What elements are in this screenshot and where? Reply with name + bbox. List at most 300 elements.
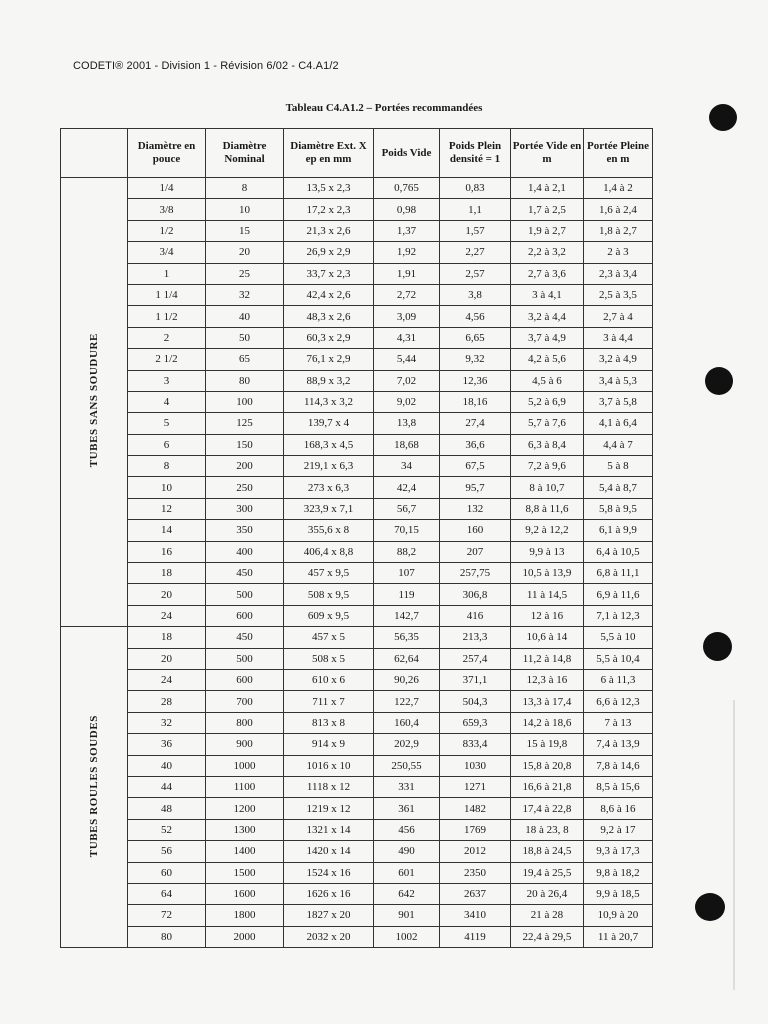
table-cell: 4,31 <box>374 327 440 348</box>
table-cell: 8 à 10,7 <box>511 477 584 498</box>
table-cell: 3,2 à 4,4 <box>511 306 584 327</box>
table-row <box>61 755 653 776</box>
table-cell: 642 <box>374 883 440 904</box>
table-row <box>61 284 653 305</box>
table-cell: 12,3 à 16 <box>511 669 584 690</box>
table-cell: 1,37 <box>374 220 440 241</box>
table-cell: 350 <box>206 520 284 541</box>
table-body <box>61 178 653 948</box>
table-cell: 600 <box>206 669 284 690</box>
table-cell: 1500 <box>206 862 284 883</box>
table-cell: 813 x 8 <box>284 712 374 733</box>
table-cell: 62,64 <box>374 648 440 669</box>
table-cell: 1827 x 20 <box>284 905 374 926</box>
table-cell: 40 <box>128 755 206 776</box>
table-cell: 1219 x 12 <box>284 798 374 819</box>
table-cell: 3410 <box>440 905 511 926</box>
table-cell: 10,6 à 14 <box>511 627 584 648</box>
table-row <box>61 520 653 541</box>
table-cell: 80 <box>206 370 284 391</box>
table-cell: 1524 x 16 <box>284 862 374 883</box>
table-cell: 10 <box>128 477 206 498</box>
table-cell: 0,765 <box>374 178 440 199</box>
table-cell: 1/4 <box>128 178 206 199</box>
table-row <box>61 563 653 584</box>
table-cell: 9,2 à 17 <box>584 819 653 840</box>
table-cell: 50 <box>206 327 284 348</box>
table-cell: 36 <box>128 734 206 755</box>
table-cell: 114,3 x 3,2 <box>284 391 374 412</box>
table-row <box>61 819 653 840</box>
table-cell: 371,1 <box>440 669 511 690</box>
table-cell: 6,4 à 10,5 <box>584 541 653 562</box>
table-cell: 21,3 x 2,6 <box>284 220 374 241</box>
table-cell: 2032 x 20 <box>284 926 374 947</box>
table-row <box>61 926 653 947</box>
table-cell: 250 <box>206 477 284 498</box>
table-cell: 88,2 <box>374 541 440 562</box>
table-cell: 9,32 <box>440 349 511 370</box>
table-row <box>61 841 653 862</box>
table-cell: 400 <box>206 541 284 562</box>
table-row <box>61 413 653 434</box>
table-cell: 2350 <box>440 862 511 883</box>
table-cell: 1321 x 14 <box>284 819 374 840</box>
table-cell: 119 <box>374 584 440 605</box>
table-cell: 914 x 9 <box>284 734 374 755</box>
table-cell: 6,9 à 11,6 <box>584 584 653 605</box>
group-label-cell <box>61 178 128 627</box>
col-header: Diamètre Ext. X ep en mm <box>284 129 374 178</box>
table-row <box>61 370 653 391</box>
table-cell: 3 <box>128 370 206 391</box>
table-cell: 9,3 à 17,3 <box>584 841 653 862</box>
table-title: Tableau C4.A1.2 – Portées recommandées <box>285 102 483 114</box>
table-cell: 6,1 à 9,9 <box>584 520 653 541</box>
table-cell: 323,9 x 7,1 <box>284 498 374 519</box>
table-cell: 17,2 x 2,3 <box>284 199 374 220</box>
table-cell: 28 <box>128 691 206 712</box>
col-header: Portée Vide en m <box>511 129 584 178</box>
table-cell: 4,5 à 6 <box>511 370 584 391</box>
header-row <box>61 129 653 178</box>
table-cell: 5,5 à 10 <box>584 627 653 648</box>
table-cell: 416 <box>440 605 511 626</box>
table-row <box>61 648 653 669</box>
table-cell: 132 <box>440 498 511 519</box>
table-cell: 13,8 <box>374 413 440 434</box>
table-cell: 11 à 20,7 <box>584 926 653 947</box>
table-cell: 257,75 <box>440 563 511 584</box>
table-cell: 90,26 <box>374 669 440 690</box>
table-cell: 125 <box>206 413 284 434</box>
table-cell: 12 à 16 <box>511 605 584 626</box>
table-cell: 8 <box>128 456 206 477</box>
table-cell: 8,5 à 15,6 <box>584 776 653 797</box>
table-cell: 21 à 28 <box>511 905 584 926</box>
table-cell: 9,9 à 18,5 <box>584 883 653 904</box>
table-cell: 1,4 à 2 <box>584 178 653 199</box>
table-cell: 67,5 <box>440 456 511 477</box>
table-cell: 1000 <box>206 755 284 776</box>
table-cell: 4,1 à 6,4 <box>584 413 653 434</box>
table-cell: 450 <box>206 563 284 584</box>
table-cell: 9,9 à 13 <box>511 541 584 562</box>
table-cell: 95,7 <box>440 477 511 498</box>
table-row <box>61 883 653 904</box>
table-cell: 42,4 <box>374 477 440 498</box>
table-cell: 1400 <box>206 841 284 862</box>
table-cell: 7 à 13 <box>584 712 653 733</box>
table-cell: 18 <box>128 563 206 584</box>
table-cell: 1800 <box>206 905 284 926</box>
table-cell: 3,7 à 4,9 <box>511 327 584 348</box>
table-cell: 901 <box>374 905 440 926</box>
table-cell: 3,2 à 4,9 <box>584 349 653 370</box>
table-cell: 42,4 x 2,6 <box>284 284 374 305</box>
punch-hole <box>705 367 733 395</box>
table-cell: 15 à 19,8 <box>511 734 584 755</box>
table-cell: 10 <box>206 199 284 220</box>
table-cell: 2,72 <box>374 284 440 305</box>
table-cell: 1,1 <box>440 199 511 220</box>
table-cell: 200 <box>206 456 284 477</box>
table-cell: 20 <box>128 584 206 605</box>
table-row <box>61 691 653 712</box>
table-cell: 142,7 <box>374 605 440 626</box>
table-cell: 3 à 4,4 <box>584 327 653 348</box>
table-row <box>61 498 653 519</box>
table-cell: 3,8 <box>440 284 511 305</box>
table-row <box>61 734 653 755</box>
table-cell: 9,8 à 18,2 <box>584 862 653 883</box>
table-cell: 1030 <box>440 755 511 776</box>
table-cell: 15 <box>206 220 284 241</box>
table-cell: 9,2 à 12,2 <box>511 520 584 541</box>
table-cell: 16 <box>128 541 206 562</box>
table-cell: 508 x 9,5 <box>284 584 374 605</box>
table-cell: 5 <box>128 413 206 434</box>
table-cell: 12 <box>128 498 206 519</box>
table-cell: 8,8 à 11,6 <box>511 498 584 519</box>
table-cell: 1,6 à 2,4 <box>584 199 653 220</box>
col-header: Diamètre Nominal <box>206 129 284 178</box>
table-cell: 600 <box>206 605 284 626</box>
table-cell: 44 <box>128 776 206 797</box>
table-row <box>61 242 653 263</box>
col-header: Poids Vide <box>374 129 440 178</box>
table-cell: 2,2 à 3,2 <box>511 242 584 263</box>
table-cell: 48 <box>128 798 206 819</box>
table-cell: 1 1/4 <box>128 284 206 305</box>
table-cell: 76,1 x 2,9 <box>284 349 374 370</box>
table-cell: 500 <box>206 648 284 669</box>
table-cell: 457 x 9,5 <box>284 563 374 584</box>
table-cell: 5,4 à 8,7 <box>584 477 653 498</box>
table-cell: 13,3 à 17,4 <box>511 691 584 712</box>
table-cell: 88,9 x 3,2 <box>284 370 374 391</box>
group-label-cell <box>61 627 128 948</box>
table-cell: 4 <box>128 391 206 412</box>
table-cell: 56,35 <box>374 627 440 648</box>
table-cell: 700 <box>206 691 284 712</box>
table-cell: 3,4 à 5,3 <box>584 370 653 391</box>
table-cell: 139,7 x 4 <box>284 413 374 434</box>
table-cell: 160 <box>440 520 511 541</box>
table-row <box>61 349 653 370</box>
table-cell: 5,2 à 6,9 <box>511 391 584 412</box>
table-cell: 1300 <box>206 819 284 840</box>
table-cell: 0,83 <box>440 178 511 199</box>
table-cell: 56,7 <box>374 498 440 519</box>
table-cell: 1/2 <box>128 220 206 241</box>
table-cell: 80 <box>128 926 206 947</box>
group-header-blank <box>61 129 128 178</box>
table-cell: 1,91 <box>374 263 440 284</box>
table-cell: 300 <box>206 498 284 519</box>
table-cell: 24 <box>128 669 206 690</box>
table-cell: 33,7 x 2,3 <box>284 263 374 284</box>
punch-hole <box>695 893 725 921</box>
table-cell: 64 <box>128 883 206 904</box>
table-cell: 659,3 <box>440 712 511 733</box>
table-row <box>61 905 653 926</box>
table-cell: 160,4 <box>374 712 440 733</box>
table-cell: 900 <box>206 734 284 755</box>
table-cell: 5,44 <box>374 349 440 370</box>
table-row <box>61 220 653 241</box>
table-row <box>61 605 653 626</box>
table-cell: 2,7 à 4 <box>584 306 653 327</box>
table-cell: 1,57 <box>440 220 511 241</box>
table-cell: 601 <box>374 862 440 883</box>
table-cell: 213,3 <box>440 627 511 648</box>
col-header: Diamètre en pouce <box>128 129 206 178</box>
table-cell: 10,5 à 13,9 <box>511 563 584 584</box>
table-cell: 11,2 à 14,8 <box>511 648 584 669</box>
table-cell: 1,8 à 2,7 <box>584 220 653 241</box>
table-cell: 1,92 <box>374 242 440 263</box>
table-cell: 6 <box>128 434 206 455</box>
table-cell: 4,4 à 7 <box>584 434 653 455</box>
table-cell: 800 <box>206 712 284 733</box>
table-cell: 1271 <box>440 776 511 797</box>
table-cell: 2,57 <box>440 263 511 284</box>
table-cell: 610 x 6 <box>284 669 374 690</box>
table-cell: 6 à 11,3 <box>584 669 653 690</box>
table-cell: 18,8 à 24,5 <box>511 841 584 862</box>
table-cell: 1482 <box>440 798 511 819</box>
table-cell: 2,3 à 3,4 <box>584 263 653 284</box>
table-cell: 9,02 <box>374 391 440 412</box>
table-cell: 4,56 <box>440 306 511 327</box>
table-cell: 20 <box>206 242 284 263</box>
table-row <box>61 456 653 477</box>
punch-hole <box>703 632 732 661</box>
table-cell: 6,3 à 8,4 <box>511 434 584 455</box>
table-cell: 6,6 à 12,3 <box>584 691 653 712</box>
punch-hole <box>709 104 737 131</box>
table-cell: 52 <box>128 819 206 840</box>
table-cell: 24 <box>128 605 206 626</box>
table-cell: 3 à 4,1 <box>511 284 584 305</box>
table-cell: 14 <box>128 520 206 541</box>
table-cell: 18 <box>128 627 206 648</box>
table-cell: 2 1/2 <box>128 349 206 370</box>
table-cell: 25 <box>206 263 284 284</box>
table-row <box>61 584 653 605</box>
col-header: Portée Pleine en m <box>584 129 653 178</box>
table-cell: 8,6 à 16 <box>584 798 653 819</box>
table-cell: 2 <box>128 327 206 348</box>
table-cell: 70,15 <box>374 520 440 541</box>
table-cell: 219,1 x 6,3 <box>284 456 374 477</box>
table-cell: 361 <box>374 798 440 819</box>
table-cell: 1769 <box>440 819 511 840</box>
table-cell: 12,36 <box>440 370 511 391</box>
table-cell: 1420 x 14 <box>284 841 374 862</box>
table-row <box>61 862 653 883</box>
table-cell: 13,5 x 2,3 <box>284 178 374 199</box>
table-cell: 1002 <box>374 926 440 947</box>
table-cell: 3/4 <box>128 242 206 263</box>
table-cell: 122,7 <box>374 691 440 712</box>
table-cell: 6,8 à 11,1 <box>584 563 653 584</box>
table-cell: 18 à 23, 8 <box>511 819 584 840</box>
group-label: TUBES SANS SOUDURE <box>88 333 100 468</box>
table-cell: 2000 <box>206 926 284 947</box>
page-edge-mark <box>733 700 735 990</box>
table-row <box>61 178 653 199</box>
table-cell: 508 x 5 <box>284 648 374 669</box>
table-cell: 1,7 à 2,5 <box>511 199 584 220</box>
table-cell: 6,65 <box>440 327 511 348</box>
table-cell: 27,4 <box>440 413 511 434</box>
table-row <box>61 263 653 284</box>
document-header: CODETI® 2001 - Division 1 - Révision 6/02 - C4.A1/2 <box>73 60 339 72</box>
table-cell: 1600 <box>206 883 284 904</box>
table-cell: 168,3 x 4,5 <box>284 434 374 455</box>
table-cell: 2,27 <box>440 242 511 263</box>
table-cell: 457 x 5 <box>284 627 374 648</box>
table-cell: 17,4 à 22,8 <box>511 798 584 819</box>
table-cell: 40 <box>206 306 284 327</box>
table-row <box>61 776 653 797</box>
table-cell: 65 <box>206 349 284 370</box>
table-cell: 18,16 <box>440 391 511 412</box>
table-cell: 250,55 <box>374 755 440 776</box>
table-cell: 20 à 26,4 <box>511 883 584 904</box>
table-cell: 450 <box>206 627 284 648</box>
table-cell: 456 <box>374 819 440 840</box>
table-cell: 2,5 à 3,5 <box>584 284 653 305</box>
table-cell: 833,4 <box>440 734 511 755</box>
table-cell: 1200 <box>206 798 284 819</box>
table-cell: 20 <box>128 648 206 669</box>
table-cell: 2,7 à 3,6 <box>511 263 584 284</box>
table-cell: 1016 x 10 <box>284 755 374 776</box>
table-cell: 36,6 <box>440 434 511 455</box>
table-cell: 18,68 <box>374 434 440 455</box>
table-row <box>61 391 653 412</box>
table-cell: 4,2 à 5,6 <box>511 349 584 370</box>
table-row <box>61 712 653 733</box>
table-cell: 100 <box>206 391 284 412</box>
table-row <box>61 669 653 690</box>
table-cell: 306,8 <box>440 584 511 605</box>
table-cell: 490 <box>374 841 440 862</box>
table-cell: 5 à 8 <box>584 456 653 477</box>
group-label: TUBES ROULES SOUDES <box>88 714 100 857</box>
table-cell: 150 <box>206 434 284 455</box>
table-row <box>61 627 653 648</box>
table-cell: 609 x 9,5 <box>284 605 374 626</box>
table-cell: 7,4 à 13,9 <box>584 734 653 755</box>
table-cell: 26,9 x 2,9 <box>284 242 374 263</box>
table-cell: 2 à 3 <box>584 242 653 263</box>
table-row <box>61 477 653 498</box>
table-row <box>61 434 653 455</box>
table-row <box>61 306 653 327</box>
table-cell: 5,5 à 10,4 <box>584 648 653 669</box>
table-cell: 257,4 <box>440 648 511 669</box>
table-cell: 1626 x 16 <box>284 883 374 904</box>
table-cell: 2637 <box>440 883 511 904</box>
table-cell: 3,09 <box>374 306 440 327</box>
table-cell: 0,98 <box>374 199 440 220</box>
table-cell: 1,9 à 2,7 <box>511 220 584 241</box>
table-cell: 273 x 6,3 <box>284 477 374 498</box>
table-cell: 1 <box>128 263 206 284</box>
table-cell: 1,4 à 2,1 <box>511 178 584 199</box>
spans-table <box>60 128 653 948</box>
table-cell: 5,8 à 9,5 <box>584 498 653 519</box>
table-cell: 10,9 à 20 <box>584 905 653 926</box>
col-header: Poids Plein densité = 1 <box>440 129 511 178</box>
table-cell: 1 1/2 <box>128 306 206 327</box>
table-cell: 207 <box>440 541 511 562</box>
table-cell: 1100 <box>206 776 284 797</box>
table-cell: 4119 <box>440 926 511 947</box>
table-cell: 15,8 à 20,8 <box>511 755 584 776</box>
table-cell: 7,2 à 9,6 <box>511 456 584 477</box>
table-cell: 331 <box>374 776 440 797</box>
table-cell: 60,3 x 2,9 <box>284 327 374 348</box>
table-cell: 72 <box>128 905 206 926</box>
table-cell: 60 <box>128 862 206 883</box>
table-cell: 5,7 à 7,6 <box>511 413 584 434</box>
table-cell: 711 x 7 <box>284 691 374 712</box>
table-cell: 3,7 à 5,8 <box>584 391 653 412</box>
table-cell: 11 à 14,5 <box>511 584 584 605</box>
table-cell: 48,3 x 2,6 <box>284 306 374 327</box>
table-cell: 500 <box>206 584 284 605</box>
table-cell: 7,02 <box>374 370 440 391</box>
table-row <box>61 541 653 562</box>
table-cell: 32 <box>206 284 284 305</box>
table-cell: 56 <box>128 841 206 862</box>
table-cell: 3/8 <box>128 199 206 220</box>
table-cell: 406,4 x 8,8 <box>284 541 374 562</box>
table-cell: 16,6 à 21,8 <box>511 776 584 797</box>
table-row <box>61 327 653 348</box>
table-row <box>61 199 653 220</box>
table-cell: 355,6 x 8 <box>284 520 374 541</box>
table-cell: 504,3 <box>440 691 511 712</box>
table-cell: 19,4 à 25,5 <box>511 862 584 883</box>
table-cell: 34 <box>374 456 440 477</box>
table-cell: 107 <box>374 563 440 584</box>
